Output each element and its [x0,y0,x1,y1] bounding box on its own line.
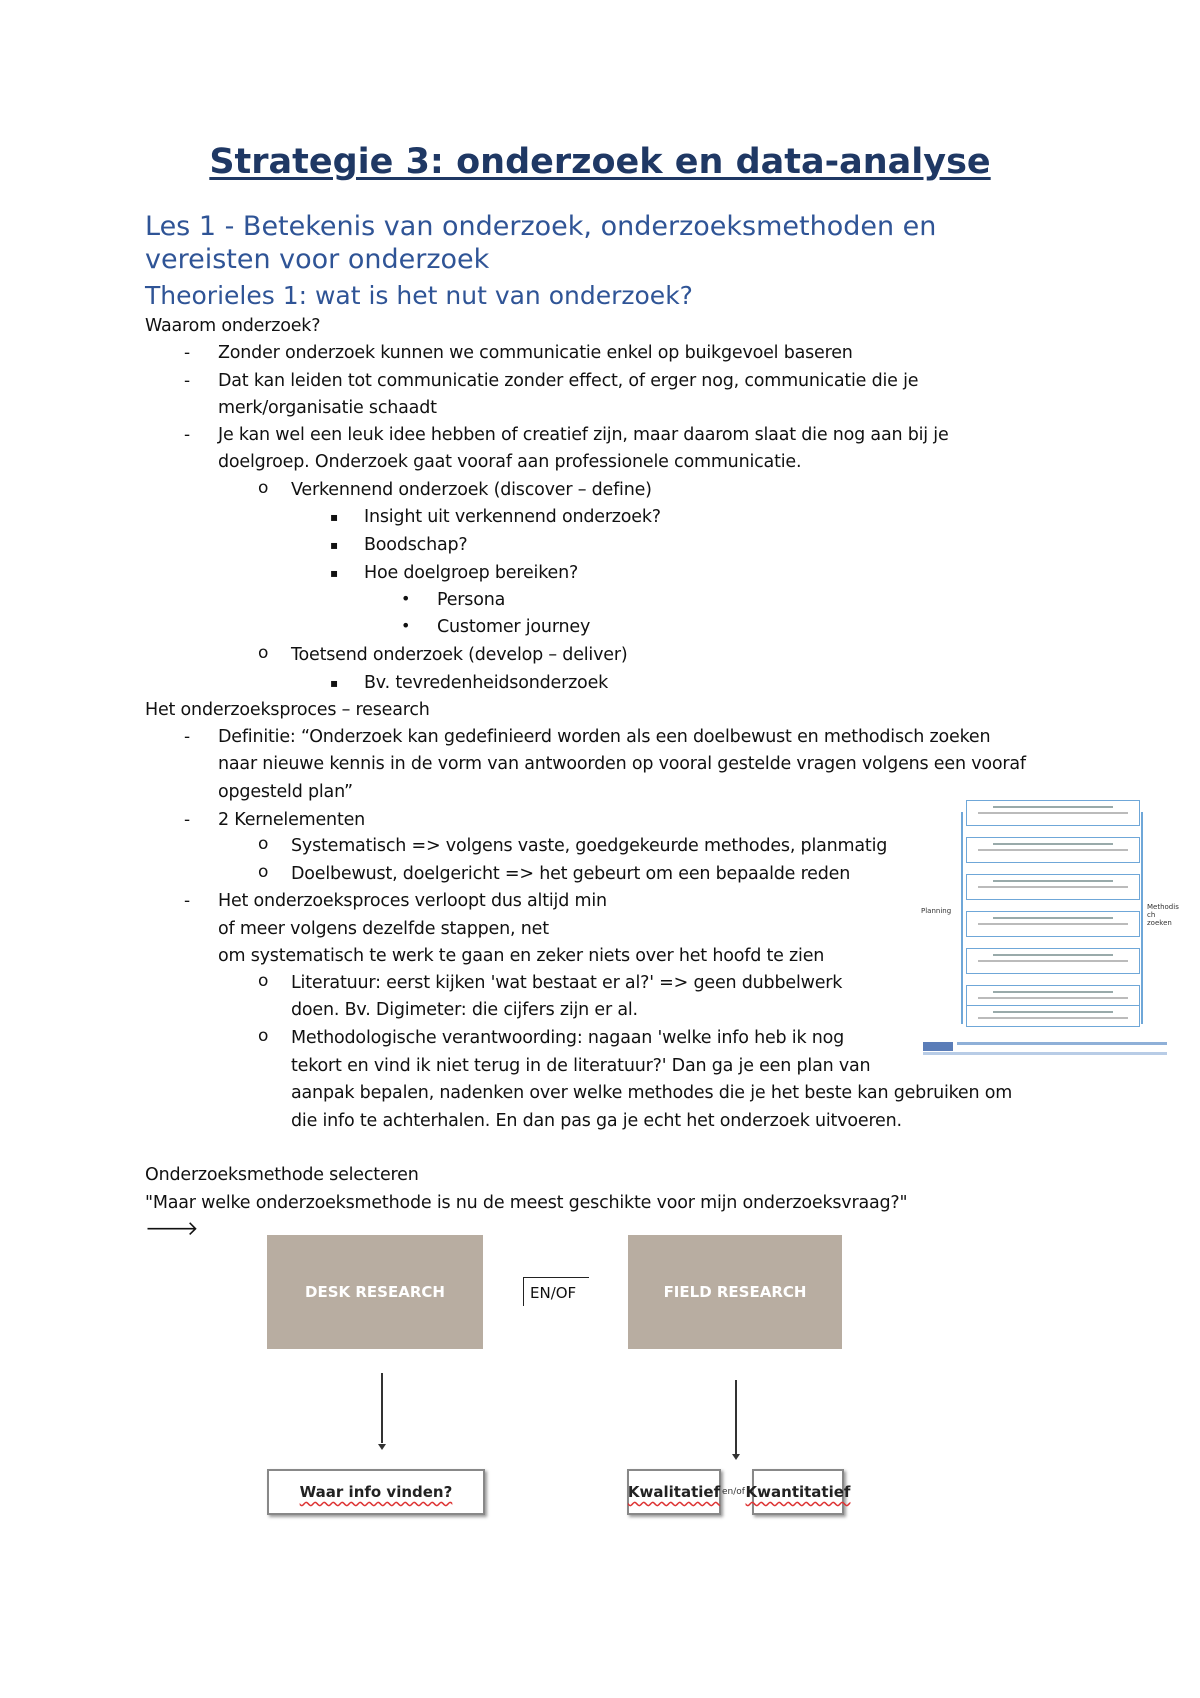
circle-bullet: o [258,971,269,991]
process-step-box [966,874,1140,900]
dash-bullet: - [184,727,191,747]
paragraph-waarom: Waarom onderzoek? [145,316,321,336]
process-step-box [966,911,1140,937]
small-en-of-label: en/of [722,1487,745,1497]
list-item-continued: opgesteld plan” [218,782,353,802]
field-research-box: FIELD RESEARCH [628,1235,842,1349]
arrow-right-icon: 🡒 [145,1216,199,1240]
sub-list-item: Systematisch => volgens vaste, goedgekeurde methodes, planmatig [291,836,888,856]
list-item: Het onderzoeksproces verloopt dus altijd min [218,891,607,911]
dash-bullet: - [184,343,191,363]
list-item: Zonder onderzoek kunnen we communicatie enkel op buikgevoel baseren [218,343,853,363]
qualitative-box: Kwalitatief [627,1469,721,1515]
list-item-continued: naar nieuwe kennis in de vorm van antwoorden op vooral gestelde vragen volgens een vooraf [218,754,1026,774]
dot-bullet: • [401,616,411,635]
desk-research-box: DESK RESEARCH [267,1235,483,1349]
arrow-down-icon [732,1454,740,1460]
quantitative-box: Kwantitatief [752,1469,844,1515]
sub-list-item-continued: tekort en vind ik niet terug in de literatuur?' Dan ga je een plan van [291,1056,871,1076]
connector-line [381,1373,383,1443]
process-step-box [966,1005,1140,1027]
planning-bracket-line [961,812,963,1024]
square-bullet: ▪ [330,566,339,580]
dash-bullet: - [184,810,191,830]
lesson-heading [145,210,1045,276]
lesson-heading-line-2: vereisten voor onderzoek [145,244,490,275]
figure-side-label-right: Methodis ch zoeken [1147,903,1179,927]
dash-bullet: - [184,371,191,391]
dot-bullet: • [401,589,411,608]
arrow-down-icon [378,1444,386,1450]
figure-caption-line [957,1042,1167,1045]
sub-list-item-continued: doen. Bv. Digimeter: die cijfers zijn er al. [291,1000,638,1020]
list-item: 2 Kernelementen [218,810,366,830]
circle-bullet: o [258,643,269,663]
sub-list-item: Doelbewust, doelgericht => het gebeurt om een bepaalde reden [291,864,851,884]
figure-side-label-left: Planning [921,907,952,915]
circle-bullet: o [258,834,269,854]
sub-list-item: Toetsend onderzoek (develop – deliver) [291,645,628,665]
sub-list-item-continued: die info te achterhalen. En dan pas ga je echt het onderzoek uitvoeren. [291,1111,902,1131]
sub-sub-list-item: Insight uit verkennend onderzoek? [364,507,661,527]
paragraph-select: Onderzoeksmethode selecteren [145,1165,419,1185]
document-title: Strategie 3: onderzoek en data-analyse [209,142,991,182]
lesson-heading-line-1: Les 1 - Betekenis van onderzoek, onderzoeksmethoden en [145,211,937,242]
figure-caption-tag [923,1042,953,1051]
where-info-box: Waar info vinden? [267,1469,485,1515]
list-item: Definitie: “Onderzoek kan gedefinieerd worden als een doelbewust en methodisch zoeken [218,727,991,747]
circle-bullet: o [258,1026,269,1046]
dash-bullet: - [184,425,191,445]
sub-list-item-continued: aanpak bepalen, nadenken over welke methodes die je het beste kan gebruiken om [291,1083,1013,1103]
paragraph-proces: Het onderzoeksproces – research [145,700,430,720]
process-step-box [966,837,1140,863]
sub-list-item: Literatuur: eerst kijken 'wat bestaat er al?' => geen dubbelwerk [291,973,843,993]
sub-sub-list-item: Boodschap? [364,535,468,555]
list-item: Je kan wel een leuk idee hebben of creatief zijn, maar daarom slaat die nog aan bij je [218,425,949,445]
list-item-continued: om systematisch te werk te gaan en zeker niets over het hoofd te zien [218,946,825,966]
connector-line [735,1380,737,1454]
process-step-box [966,948,1140,974]
square-bullet: ▪ [330,538,339,552]
theory-heading: Theorieles 1: wat is het nut van onderzoek? [145,281,693,310]
sub-sub-list-item: Bv. tevredenheidsonderzoek [364,673,609,693]
circle-bullet: o [258,478,269,498]
en-of-label: EN/OF [523,1277,589,1306]
paragraph-quote: "Maar welke onderzoeksmethode is nu de meest geschikte voor mijn onderzoeksvraag?" [145,1193,908,1213]
process-step-box [966,800,1140,826]
method-bracket-line [1141,812,1143,1024]
list-item-continued: of meer volgens dezelfde stappen, net [218,919,549,939]
list-item-continued: doelgroep. Onderzoek gaat vooraf aan professionele communicatie. [218,452,802,472]
figure-caption-line [923,1052,1167,1055]
sub-list-item: Verkennend onderzoek (discover – define) [291,480,652,500]
list-item: Dat kan leiden tot communicatie zonder effect, of erger nog, communicatie die je [218,371,919,391]
research-process-figure [921,800,1179,1060]
sub-sub-list-item: Hoe doelgroep bereiken? [364,563,579,583]
level-4-list-item: Customer journey [437,617,591,637]
list-item-continued: merk/organisatie schaadt [218,398,437,418]
square-bullet: ▪ [330,676,339,690]
dash-bullet: - [184,891,191,911]
square-bullet: ▪ [330,510,339,524]
sub-list-item: Methodologische verantwoording: nagaan 'welke info heb ik nog [291,1028,845,1048]
level-4-list-item: Persona [437,590,506,610]
circle-bullet: o [258,862,269,882]
